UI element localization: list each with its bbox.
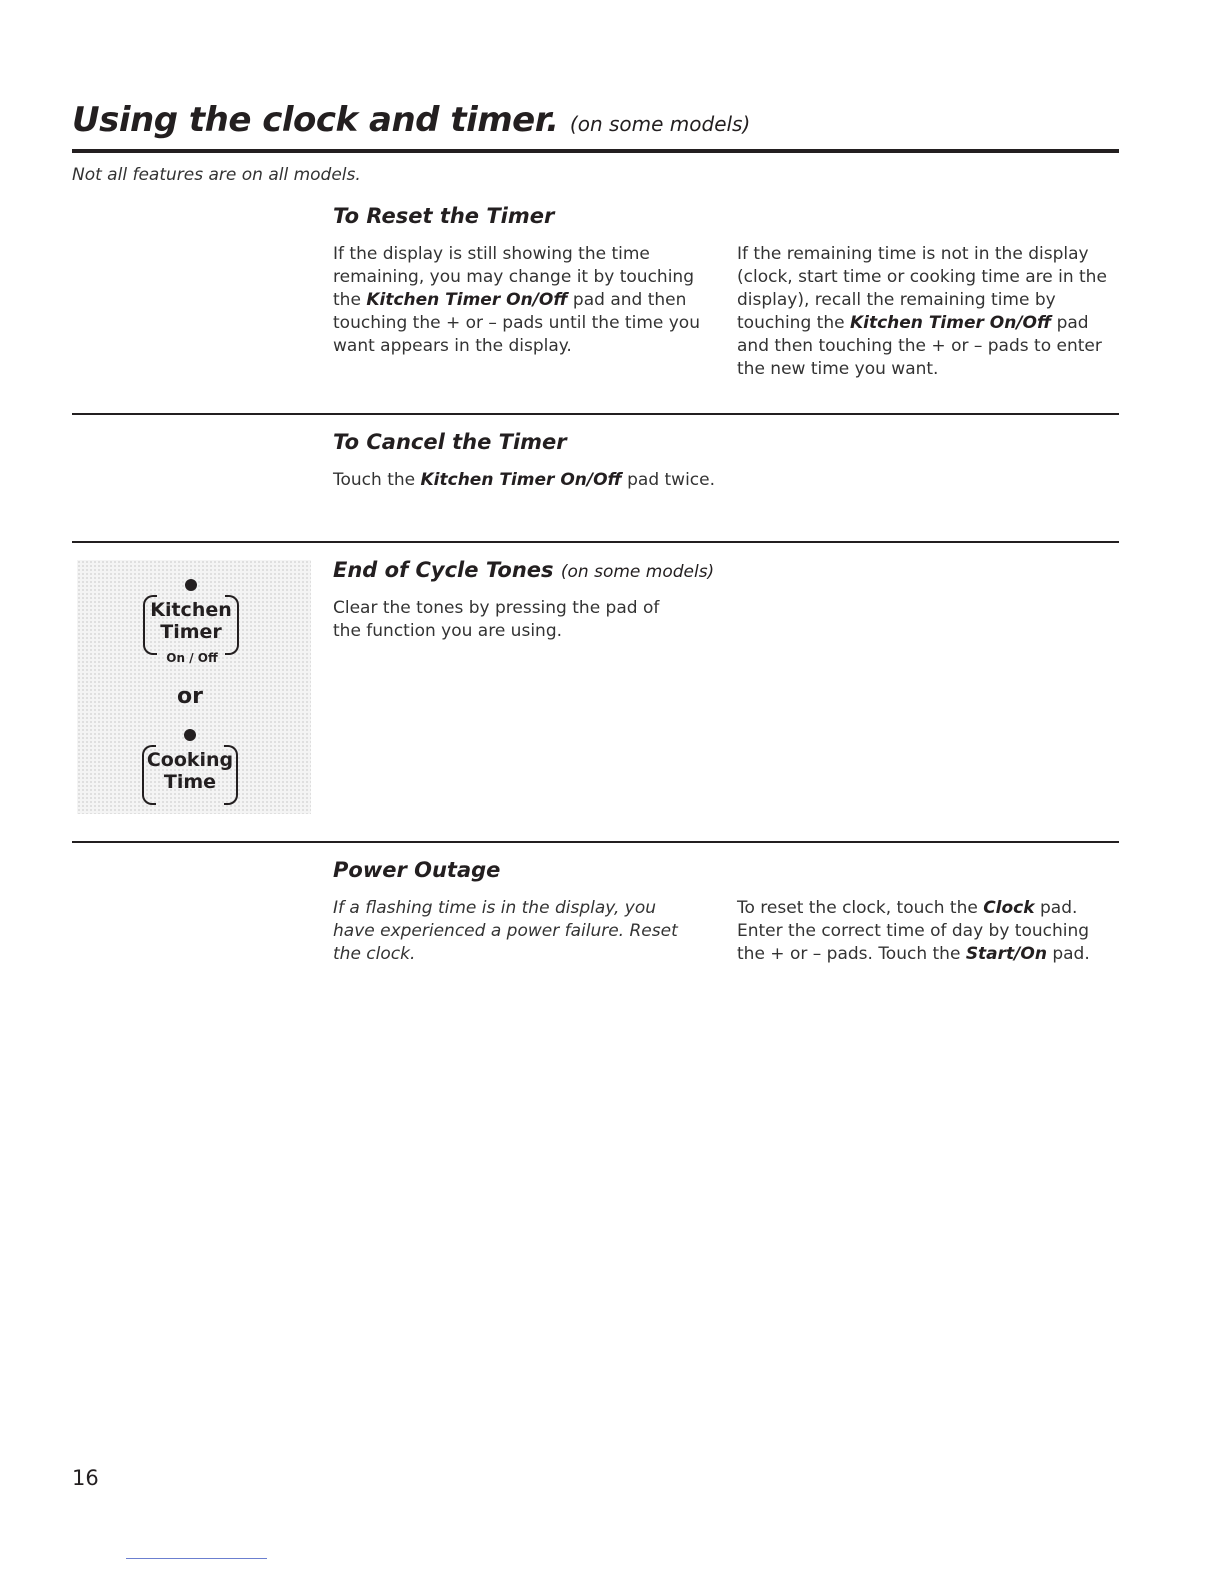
section-divider	[72, 541, 1119, 543]
footer-line	[126, 1558, 267, 1559]
kitchen-timer-pad: Kitchen Timer	[143, 595, 239, 653]
page-title: Using the clock and timer. (on some models)	[72, 100, 751, 140]
section-divider	[72, 841, 1119, 843]
reset-heading: To Reset the Timer	[333, 204, 555, 228]
section-divider	[72, 413, 1119, 415]
page-number: 16	[72, 1466, 99, 1490]
reset-right-text: If the remaining time is not in the display (clock, start time or cooking time are in the display), recall the remaining time by touching the Kitchen Timer On/Off pad and then touching the + or – pads to enter the new time you want.	[737, 244, 1107, 379]
cancel-heading: To Cancel the Timer	[333, 430, 567, 454]
on-off-caption: On / Off	[166, 651, 218, 665]
or-label: or	[177, 684, 203, 709]
page-title-sub: (on some models)	[569, 112, 751, 136]
indicator-dot-icon	[185, 579, 197, 591]
cancel-text: Touch the Kitchen Timer On/Off pad twice.	[333, 470, 716, 490]
outage-left-text: If a flashing time is in the display, you have experienced a power failure. Reset the clock.	[333, 898, 678, 964]
reset-left-text: If the display is still showing the time remaining, you may change it by touching the Kitchen Timer On/Off pad and then touching the + or – pads until the time you want appears in the display.	[333, 244, 700, 356]
title-rule	[72, 149, 1119, 153]
outage-heading: Power Outage	[333, 858, 501, 882]
cooking-time-pad: Cooking Time	[142, 745, 238, 803]
indicator-dot-icon	[184, 729, 196, 741]
tones-heading: End of Cycle Tones (on some models)	[333, 558, 715, 582]
outage-right-text: To reset the clock, touch the Clock pad. Enter the correct time of day by touching the + or – pads. Touch the Start/On pad.	[737, 898, 1090, 964]
tones-text: Clear the tones by pressing the pad of the function you are using.	[333, 598, 660, 641]
control-pad-illustration	[77, 560, 311, 814]
models-note: Not all features are on all models.	[72, 165, 361, 185]
